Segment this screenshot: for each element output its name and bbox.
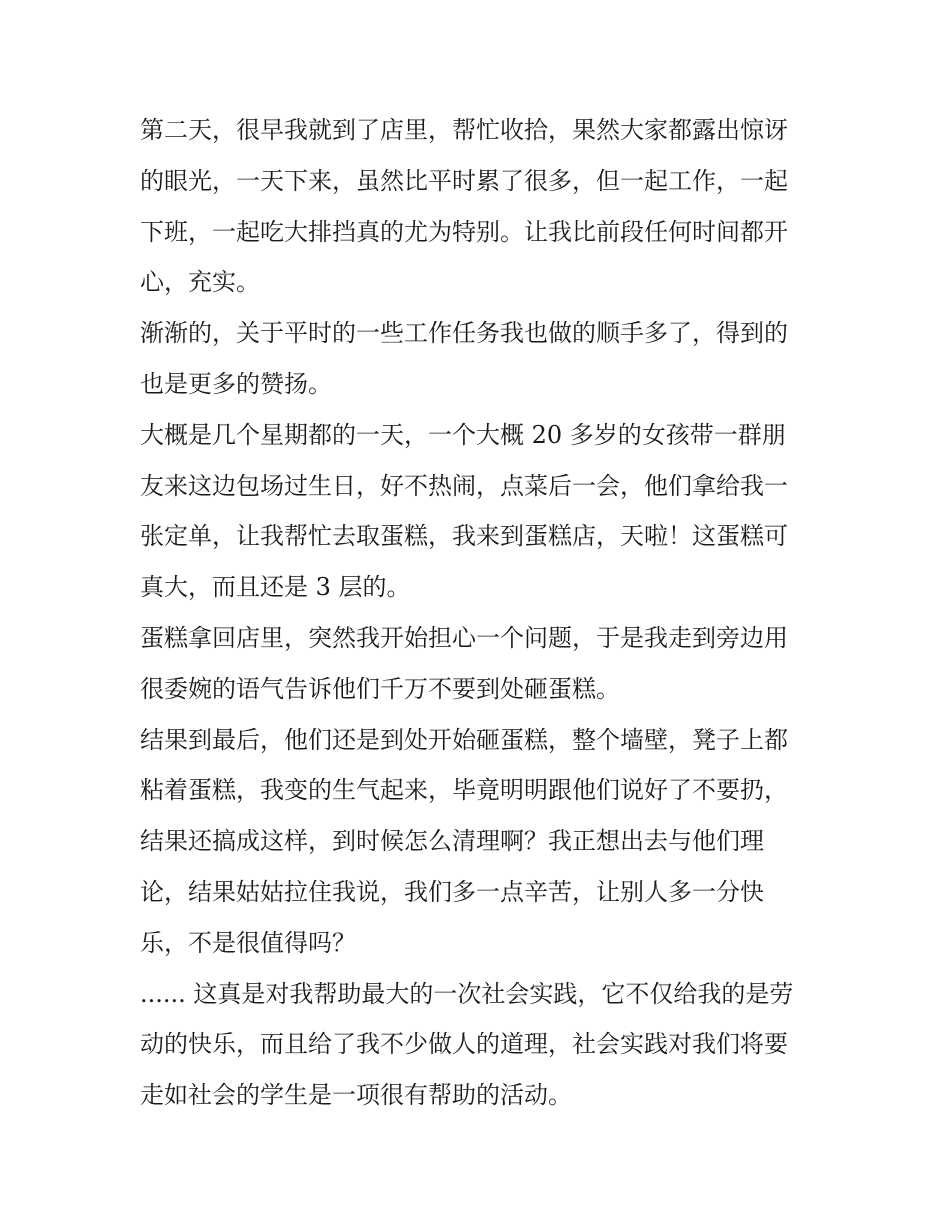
text-line: 很委婉的语气告诉他们千万不要到处砸蛋糕。 [140,674,620,703]
text-line: ...... 这真是对我帮助最大的一次社会实践，它不仅给我的是劳 [140,979,794,1008]
text-line: 乐，不是很值得吗？ [140,928,356,957]
document-body [140,105,820,1121]
text-line: 粘着蛋糕，我变的生气起来，毕竟明明跟他们说好了不要扔， [140,776,788,805]
text-line: 真大，而且还是 3 层的。 [140,573,411,602]
text-line: 渐渐的，关于平时的一些工作任务我也做的顺手多了，得到的 [140,319,788,348]
text-line: 结果还搞成这样，到时候怎么清理啊？我正想出去与他们理 [140,827,764,856]
text-line: 的眼光，一天下来，虽然比平时累了很多，但一起工作，一起 [140,166,788,195]
text-line: 张定单，让我帮忙去取蛋糕，我来到蛋糕店，天啦！这蛋糕可 [140,522,788,551]
text-line: 友来这边包场过生日，好不热闹，点菜后一会，他们拿给我一 [140,471,788,500]
text-line: 大概是几个星期都的一天，一个大概 20 多岁的女孩带一群朋 [140,420,786,449]
text-line: 结果到最后，他们还是到处开始砸蛋糕，整个墙壁，凳子上都 [140,725,788,754]
text-line: 动的快乐，而且给了我不少做人的道理，社会实践对我们将要 [140,1030,788,1059]
text-line: 论，结果姑姑拉住我说，我们多一点辛苦，让别人多一分快 [140,877,764,906]
text-line: 走如社会的学生是一项很有帮助的活动。 [140,1081,572,1110]
text-line: 蛋糕拿回店里，突然我开始担心一个问题，于是我走到旁边用 [140,623,788,652]
text-line: 也是更多的赞扬。 [140,369,332,398]
text-line: 心，充实。 [140,268,260,297]
text-line: 下班，一起吃大排挡真的尤为特别。让我比前段任何时间都开 [140,217,788,246]
text-line: 第二天，很早我就到了店里，帮忙收拾，果然大家都露出惊讶 [140,116,788,144]
